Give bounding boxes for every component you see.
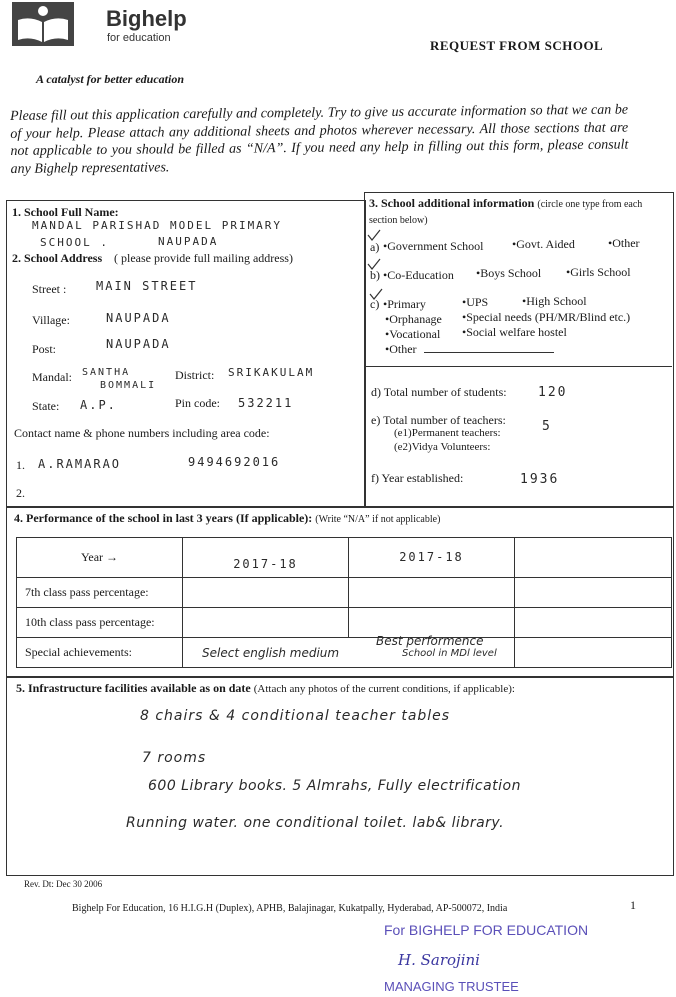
section-5-note: (Attach any photos of the current conditions, if applicable): [253,683,515,695]
option-vocational[interactable]: •Vocational [385,327,441,341]
pincode-label: Pin code: [175,396,220,410]
year-cell-3 [515,538,672,578]
section-4-title-text: 4. Performance of the school in last 3 years (If applicable): [14,511,313,525]
permanent-teachers-label: (e1)Permanent teachers: [394,427,501,439]
footer-address: Bighelp For Education, 16 H.I.G.H (Duplex), APHB, Balajinagar, Kukatpally, Hyderabad, AP-500072, India [72,903,508,914]
section-4-title [14,511,440,526]
contact1-number: 1. [16,458,25,472]
row-7th-text: 7th class pass percentage: [25,585,149,599]
page-number: 1 [630,898,636,912]
section-4-note: (Write “N/A” if not applicable) [315,514,441,525]
section-5-title-text: 5. Infrastructure facilities available as on date [16,681,251,695]
contact-label: Contact name & phone numbers including area code: [14,426,270,440]
total-teachers-label: e) Total number of teachers: [371,413,506,427]
contact1-name: A.RAMARAO [38,457,122,471]
section-3-divider [364,366,672,367]
contact1-phone: 9494692016 [188,455,281,469]
option-other-c[interactable]: •Other [385,342,417,356]
state-label: State: [32,399,60,413]
option-girls-school[interactable]: •Girls School [566,265,631,279]
mandal-value-b: BOMMALI [100,380,157,391]
other-c-blank[interactable] [424,352,554,353]
mandal-label: Mandal: [32,370,72,384]
post-value: NAUPADA [106,337,171,351]
infra-line-1: 8 chairs & 4 conditional teacher tables [140,708,451,724]
row-7th-cell-2 [349,578,515,608]
year-cell-1 [183,538,349,578]
school-name-label: 1. School Full Name: [12,205,119,219]
section-3-title [369,196,669,228]
option-boys-school[interactable]: •Boys School [476,266,542,280]
signature: H. Sarojini [398,951,480,969]
tagline: A catalyst for better education [36,72,184,86]
year-established-label: f) Year established: [371,471,464,485]
row-10th-cell-2 [349,608,515,638]
school-name-line2b: NAUPADA [158,235,219,248]
option-orphanage[interactable]: •Orphanage [385,312,442,326]
achievement-text-3: School in MDl level [402,648,497,659]
school-address-label: 2. School Address [12,251,103,265]
school-name-line1: MANDAL PARISHAD MODEL PRIMARY [32,219,283,232]
street-label: Street : [32,282,67,296]
total-students-label: d) Total number of students: [371,385,507,399]
row-7th-label [17,578,183,608]
state-value: A.P. [80,398,117,412]
option-co-education[interactable]: •Co-Education [383,268,454,282]
option-govt-aided[interactable]: •Govt. Aided [512,237,575,251]
performance-table [16,537,672,668]
stamp-org: For BIGHELP FOR EDUCATION [384,922,589,938]
row-7th-cell-3 [515,578,672,608]
logo-icon [12,2,74,46]
district-label: District: [175,368,215,382]
row-achievements-label [17,638,183,668]
revision-date: Rev. Dt: Dec 30 2006 [24,879,103,889]
row-7th-cell-1 [183,578,349,608]
contact2-number: 2. [16,486,25,500]
infra-line-4: Running water. one conditional toilet. lab& library. [126,815,505,831]
street-value: MAIN STREET [96,279,198,293]
village-value: NAUPADA [106,311,171,325]
option-special-needs[interactable]: •Special needs (PH/MR/Blind etc.) [462,310,631,324]
option-high-school[interactable]: •High School [522,294,587,308]
option-c-prefix: c) [370,297,380,311]
village-label: Village: [32,313,70,327]
vidya-volunteers-label: (e2)Vidya Volunteers: [394,441,491,453]
option-primary[interactable]: •Primary [383,297,426,311]
row-achievements-text: Special achievements: [25,645,132,659]
option-other-a[interactable]: •Other [608,236,640,250]
school-address-note: ( please provide full mailing address) [114,251,293,265]
year-header-label: Year → [80,550,119,564]
section-5-box [6,676,674,876]
option-b-prefix: b) [370,268,380,282]
stamp-title: MANAGING TRUSTEE [384,979,519,994]
mandal-value-a: SANTHA [82,367,131,378]
pincode-value: 532211 [238,396,294,410]
form-title: REQUEST FROM SCHOOL [430,38,604,53]
achievement-cell-3 [515,638,672,668]
total-students-value: 120 [538,385,568,400]
year-1-value: 2017-18 [233,556,298,571]
year-2-value: 2017-18 [399,550,464,564]
infra-line-3: 600 Library books. 5 Almrahs, Fully electrification [148,778,521,794]
brand-name: Bighelp [106,6,187,31]
intro-text: Please fill out this application carefully and completely. Try to give us accurate information so that we can be of your help. Please attach any additional sheets and photos wherever necessary. All those sections that are not applicable to you should be filled as “N/A”. If you need any help in filling out this form, please consult any Bighelp representatives. [10,102,629,177]
row-10th-cell-3 [515,608,672,638]
option-ups[interactable]: •UPS [462,295,489,309]
achievement-text-1: Select english medium [202,646,340,660]
year-cell-2 [349,538,515,578]
section-3-title-text: 3. School additional information [369,196,535,210]
section-5-title [16,681,515,696]
section-3-note: (circle one type from each section below) [369,199,643,226]
school-name-line2: SCHOOL . [40,236,109,249]
row-10th-cell-1 [183,608,349,638]
option-government-school[interactable]: •Government School [383,239,484,253]
infra-line-2: 7 rooms [142,750,207,766]
district-value: SRIKAKULAM [228,366,315,379]
option-a-prefix: a) [370,240,380,254]
permanent-teachers-value: 5 [542,419,552,434]
year-header [17,538,183,578]
achievement-text-2: Best performence [376,634,484,648]
year-established-value: 1936 [520,472,560,487]
option-social-welfare[interactable]: •Social welfare hostel [462,325,567,339]
row-10th-text: 10th class pass percentage: [25,615,155,629]
brand-sub: for education [107,32,171,44]
row-10th-label [17,608,183,638]
post-label: Post: [32,342,57,356]
